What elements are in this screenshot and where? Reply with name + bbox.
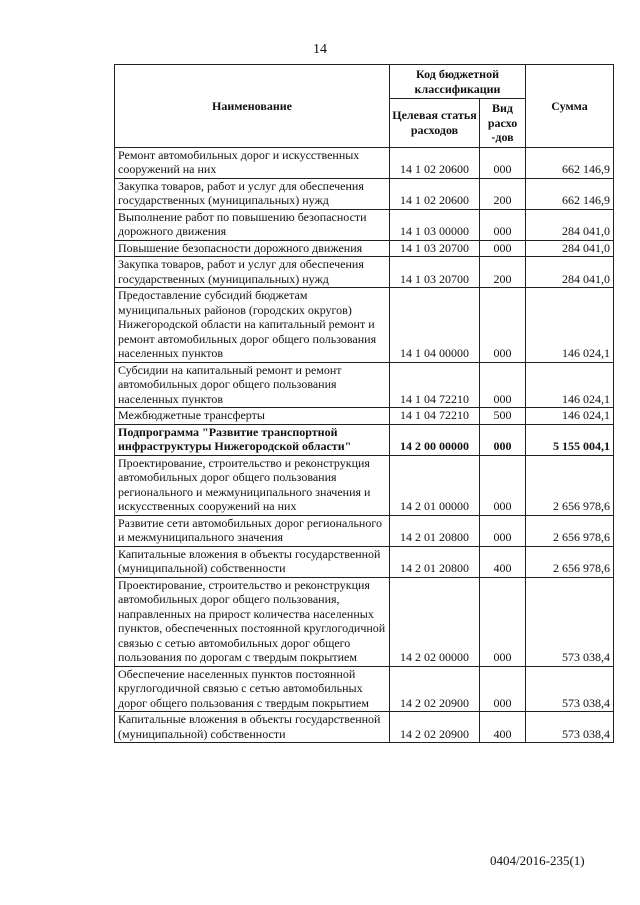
row-sum: 146 024,1 [526, 408, 614, 425]
table-row [115, 577, 614, 666]
row-sum: 573 038,4 [526, 712, 614, 743]
row-sum: 662 146,9 [526, 178, 614, 209]
row-expense-type: 200 [480, 178, 526, 209]
table-row [115, 546, 614, 577]
table-row [115, 147, 614, 178]
table-row [115, 455, 614, 515]
row-name: Межбюджетные трансферты [115, 408, 390, 425]
row-name: Повышение безопасности дорожного движения [115, 240, 390, 257]
header-sum: Сумма [526, 65, 614, 148]
row-expense-type: 000 [480, 424, 526, 455]
row-name: Выполнение работ по повышению безопасности дорожного движения [115, 209, 390, 240]
row-code: 14 2 02 20900 [390, 666, 480, 712]
row-expense-type: 000 [480, 515, 526, 546]
row-expense-type: 000 [480, 666, 526, 712]
row-code: 14 2 01 20800 [390, 515, 480, 546]
row-expense-type: 000 [480, 288, 526, 363]
row-name: Ремонт автомобильных дорог и искусственных сооружений на них [115, 147, 390, 178]
row-expense-type: 400 [480, 546, 526, 577]
table-row [115, 240, 614, 257]
header-budget-code: Код бюджетной классификации [390, 65, 526, 99]
row-code: 14 1 04 72210 [390, 408, 480, 425]
row-code: 14 1 04 72210 [390, 362, 480, 408]
row-name: Проектирование, строительство и реконструкция автомобильных дорог общего пользования регионального и межмуниципального значения и искусственных сооружений на них [115, 455, 390, 515]
table-row [115, 408, 614, 425]
row-expense-type: 000 [480, 240, 526, 257]
table-row [115, 257, 614, 288]
row-code: 14 2 01 00000 [390, 455, 480, 515]
page-number: 14 [313, 42, 327, 57]
row-sum: 573 038,4 [526, 666, 614, 712]
row-sum: 5 155 004,1 [526, 424, 614, 455]
header-name: Наименование [115, 65, 390, 148]
row-code: 14 1 03 00000 [390, 209, 480, 240]
table-row [115, 712, 614, 743]
table-row [115, 424, 614, 455]
row-expense-type: 000 [480, 362, 526, 408]
table-row [115, 515, 614, 546]
row-name: Капитальные вложения в объекты государственной (муниципальной) собственности [115, 546, 390, 577]
row-expense-type: 200 [480, 257, 526, 288]
row-name: Подпрограмма "Развитие транспортной инфраструктуры Нижегородской области" [115, 424, 390, 455]
row-name: Предоставление субсидий бюджетам муниципальных районов (городских округов) Нижегородской области на капитальный ремонт и ремонт автомобильных дорог общего пользования населенных пунктов [115, 288, 390, 363]
row-sum: 284 041,0 [526, 209, 614, 240]
budget-table [114, 64, 614, 743]
row-sum: 146 024,1 [526, 288, 614, 363]
row-name: Капитальные вложения в объекты государственной (муниципальной) собственности [115, 712, 390, 743]
row-name: Проектирование, строительство и реконструкция автомобильных дорог общего пользования, направленных на прирост количества населенных пунктов, обеспеченных постоянной круглогодичной связью с сетью автомобильных дорог общего пользования по дорогам с твердым покрытием [115, 577, 390, 666]
row-sum: 284 041,0 [526, 257, 614, 288]
row-expense-type: 000 [480, 209, 526, 240]
row-sum: 146 024,1 [526, 362, 614, 408]
row-code: 14 1 02 20600 [390, 147, 480, 178]
table-row [115, 666, 614, 712]
row-expense-type: 000 [480, 577, 526, 666]
row-name: Закупка товаров, работ и услуг для обеспечения государственных (муниципальных) нужд [115, 178, 390, 209]
row-code: 14 2 00 00000 [390, 424, 480, 455]
row-code: 14 1 03 20700 [390, 257, 480, 288]
header-row-top [115, 65, 614, 99]
row-code: 14 1 03 20700 [390, 240, 480, 257]
row-expense-type: 400 [480, 712, 526, 743]
table-row [115, 288, 614, 363]
row-sum: 2 656 978,6 [526, 515, 614, 546]
row-sum: 2 656 978,6 [526, 455, 614, 515]
row-sum: 573 038,4 [526, 577, 614, 666]
table-row [115, 178, 614, 209]
row-code: 14 1 02 20600 [390, 178, 480, 209]
row-expense-type: 500 [480, 408, 526, 425]
document-code: 0404/2016-235(1) [490, 853, 585, 868]
row-code: 14 1 04 00000 [390, 288, 480, 363]
table-row [115, 362, 614, 408]
row-name: Субсидии на капитальный ремонт и ремонт автомобильных дорог общего пользования населенных пунктов [115, 362, 390, 408]
row-sum: 284 041,0 [526, 240, 614, 257]
table-row [115, 209, 614, 240]
table-body [115, 147, 614, 743]
row-code: 14 2 02 20900 [390, 712, 480, 743]
row-expense-type: 000 [480, 147, 526, 178]
row-sum: 662 146,9 [526, 147, 614, 178]
row-code: 14 2 02 00000 [390, 577, 480, 666]
row-expense-type: 000 [480, 455, 526, 515]
row-name: Развитие сети автомобильных дорог регионального и межмуниципального значения [115, 515, 390, 546]
header-expense-type: Вид расхо -дов [480, 99, 526, 148]
row-sum: 2 656 978,6 [526, 546, 614, 577]
row-code: 14 2 01 20800 [390, 546, 480, 577]
row-name: Обеспечение населенных пунктов постоянной круглогодичной связью с сетью автомобильных дорог общего пользования с твердым покрытием [115, 666, 390, 712]
header-target-article: Целевая статья расходов [390, 99, 480, 148]
row-name: Закупка товаров, работ и услуг для обеспечения государственных (муниципальных) нужд [115, 257, 390, 288]
